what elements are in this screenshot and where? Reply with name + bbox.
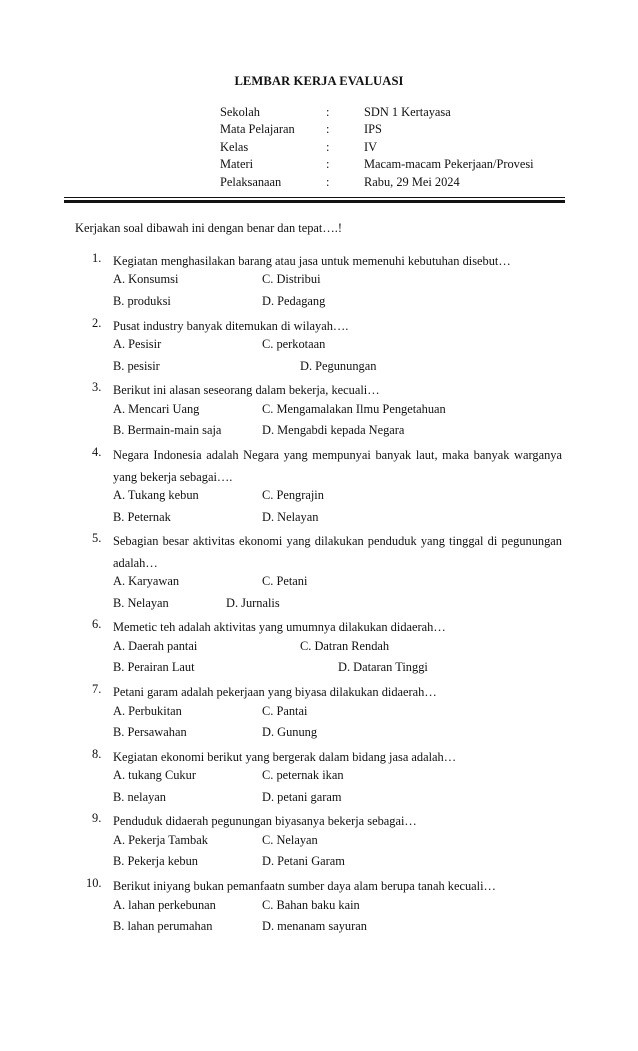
option-b: B. lahan perumahan — [113, 919, 213, 933]
question-text: Berikut ini alasan seseorang dalam bekerja, kecuali… — [113, 383, 380, 397]
question-text: Petani garam adalah pekerjaan yang biyasa dilakukan didaerah… — [113, 685, 437, 699]
option-b: B. pesisir — [113, 359, 160, 373]
info-row-pelaksanaan — [0, 175, 638, 192]
option-a: A. Pekerja Tambak — [113, 833, 208, 847]
info-value: SDN 1 Kertayasa — [364, 105, 451, 119]
option-b: B. Perairan Laut — [113, 660, 195, 674]
option-c: C. peternak ikan — [262, 768, 344, 782]
question-number: 8. — [92, 747, 102, 761]
option-a: A. Daerah pantai — [113, 639, 198, 653]
option-b: B. Persawahan — [113, 725, 187, 739]
option-c: C. Datran Rendah — [300, 639, 390, 653]
option-b: B. nelayan — [113, 790, 166, 804]
option-b: B. Nelayan — [113, 596, 169, 610]
info-key: Materi — [220, 157, 254, 171]
question-text: Kegiatan menghasilakan barang atau jasa untuk memenuhi kebutuhan disebut… — [113, 254, 511, 268]
info-value: Rabu, 29 Mei 2024 — [364, 175, 460, 189]
info-row-kelas — [0, 140, 638, 157]
question-text: Memetic teh adalah aktivitas yang umumnya dilakukan didaerah… — [113, 620, 446, 634]
option-d: D. Mengabdi kepada Negara — [262, 423, 405, 437]
info-key: Sekolah — [220, 105, 260, 119]
option-b: B. produksi — [113, 294, 171, 308]
instruction-text: Kerjakan soal dibawah ini dengan benar dan tepat….! — [75, 221, 342, 235]
option-c: C. Nelayan — [262, 833, 318, 847]
question-number: 9. — [92, 811, 102, 825]
option-d: D. Petani Garam — [262, 854, 345, 868]
option-d: D. petani garam — [262, 790, 342, 804]
option-d: D. Pedagang — [262, 294, 326, 308]
question-number: 10. — [86, 876, 102, 890]
option-d: D. menanam sayuran — [262, 919, 367, 933]
question-text: Kegiatan ekonomi berikut yang bergerak dalam bidang jasa adalah… — [113, 750, 457, 764]
header-divider-thick — [64, 200, 565, 203]
question-text: Sebagian besar aktivitas ekonomi yang dilakukan penduduk yang tinggal di pegunungan adalah… — [113, 534, 562, 570]
option-c: C. Distribui — [262, 272, 321, 286]
info-key: Kelas — [220, 140, 249, 154]
info-row-sekolah — [0, 105, 638, 122]
option-d: D. Pegunungan — [300, 359, 377, 373]
option-a: A. Tukang kebun — [113, 488, 199, 502]
info-colon: : — [326, 140, 330, 154]
info-row-mata-pelajaran — [0, 122, 638, 139]
option-d: D. Nelayan — [262, 510, 319, 524]
option-a: A. Mencari Uang — [113, 402, 200, 416]
info-colon: : — [326, 105, 330, 119]
question-number: 7. — [92, 682, 102, 696]
question-number: 2. — [92, 316, 102, 330]
option-c: C. Mengamalakan Ilmu Pengetahuan — [262, 402, 446, 416]
option-c: C. Pengrajin — [262, 488, 324, 502]
option-a: A. Perbukitan — [113, 704, 182, 718]
header-divider-thin — [64, 197, 565, 198]
info-value: Macam-macam Pekerjaan/Provesi — [364, 157, 534, 171]
option-c: C. Petani — [262, 574, 308, 588]
option-a: A. Karyawan — [113, 574, 180, 588]
option-d: D. Jurnalis — [226, 596, 280, 610]
question-text: Negara Indonesia adalah Negara yang mempunyai banyak laut, maka banyak warganya yang bekerja sebagai…. — [113, 448, 562, 484]
question-number: 3. — [92, 380, 102, 394]
question-number: 5. — [92, 531, 102, 545]
question-text: Penduduk didaerah pegunungan biyasanya bekerja sebagai… — [113, 814, 417, 828]
option-a: A. lahan perkebunan — [113, 898, 216, 912]
info-colon: : — [326, 122, 330, 136]
info-row-materi — [0, 157, 638, 174]
option-d: D. Gunung — [262, 725, 318, 739]
document-title: LEMBAR KERJA EVALUASI — [234, 74, 404, 88]
question-text: Pusat industry banyak ditemukan di wilayah…. — [113, 319, 349, 333]
question-number: 6. — [92, 617, 102, 631]
option-b: B. Pekerja kebun — [113, 854, 198, 868]
option-a: A. Pesisir — [113, 337, 162, 351]
option-c: C. Pantai — [262, 704, 308, 718]
info-value: IV — [364, 140, 378, 154]
option-a: A. Konsumsi — [113, 272, 179, 286]
question-text: Berikut iniyang bukan pemanfaatn sumber daya alam berupa tanah kecuali… — [113, 879, 496, 893]
info-key: Pelaksanaan — [220, 175, 282, 189]
info-value: IPS — [364, 122, 382, 136]
option-d: D. Dataran Tinggi — [338, 660, 428, 674]
info-key: Mata Pelajaran — [220, 122, 295, 136]
option-a: A. tukang Cukur — [113, 768, 196, 782]
option-c: C. perkotaan — [262, 337, 326, 351]
info-colon: : — [326, 157, 330, 171]
question-number: 4. — [92, 445, 102, 459]
option-c: C. Bahan baku kain — [262, 898, 360, 912]
option-b: B. Peternak — [113, 510, 171, 524]
info-colon: : — [326, 175, 330, 189]
option-b: B. Bermain-main saja — [113, 423, 222, 437]
question-number: 1. — [92, 251, 102, 265]
